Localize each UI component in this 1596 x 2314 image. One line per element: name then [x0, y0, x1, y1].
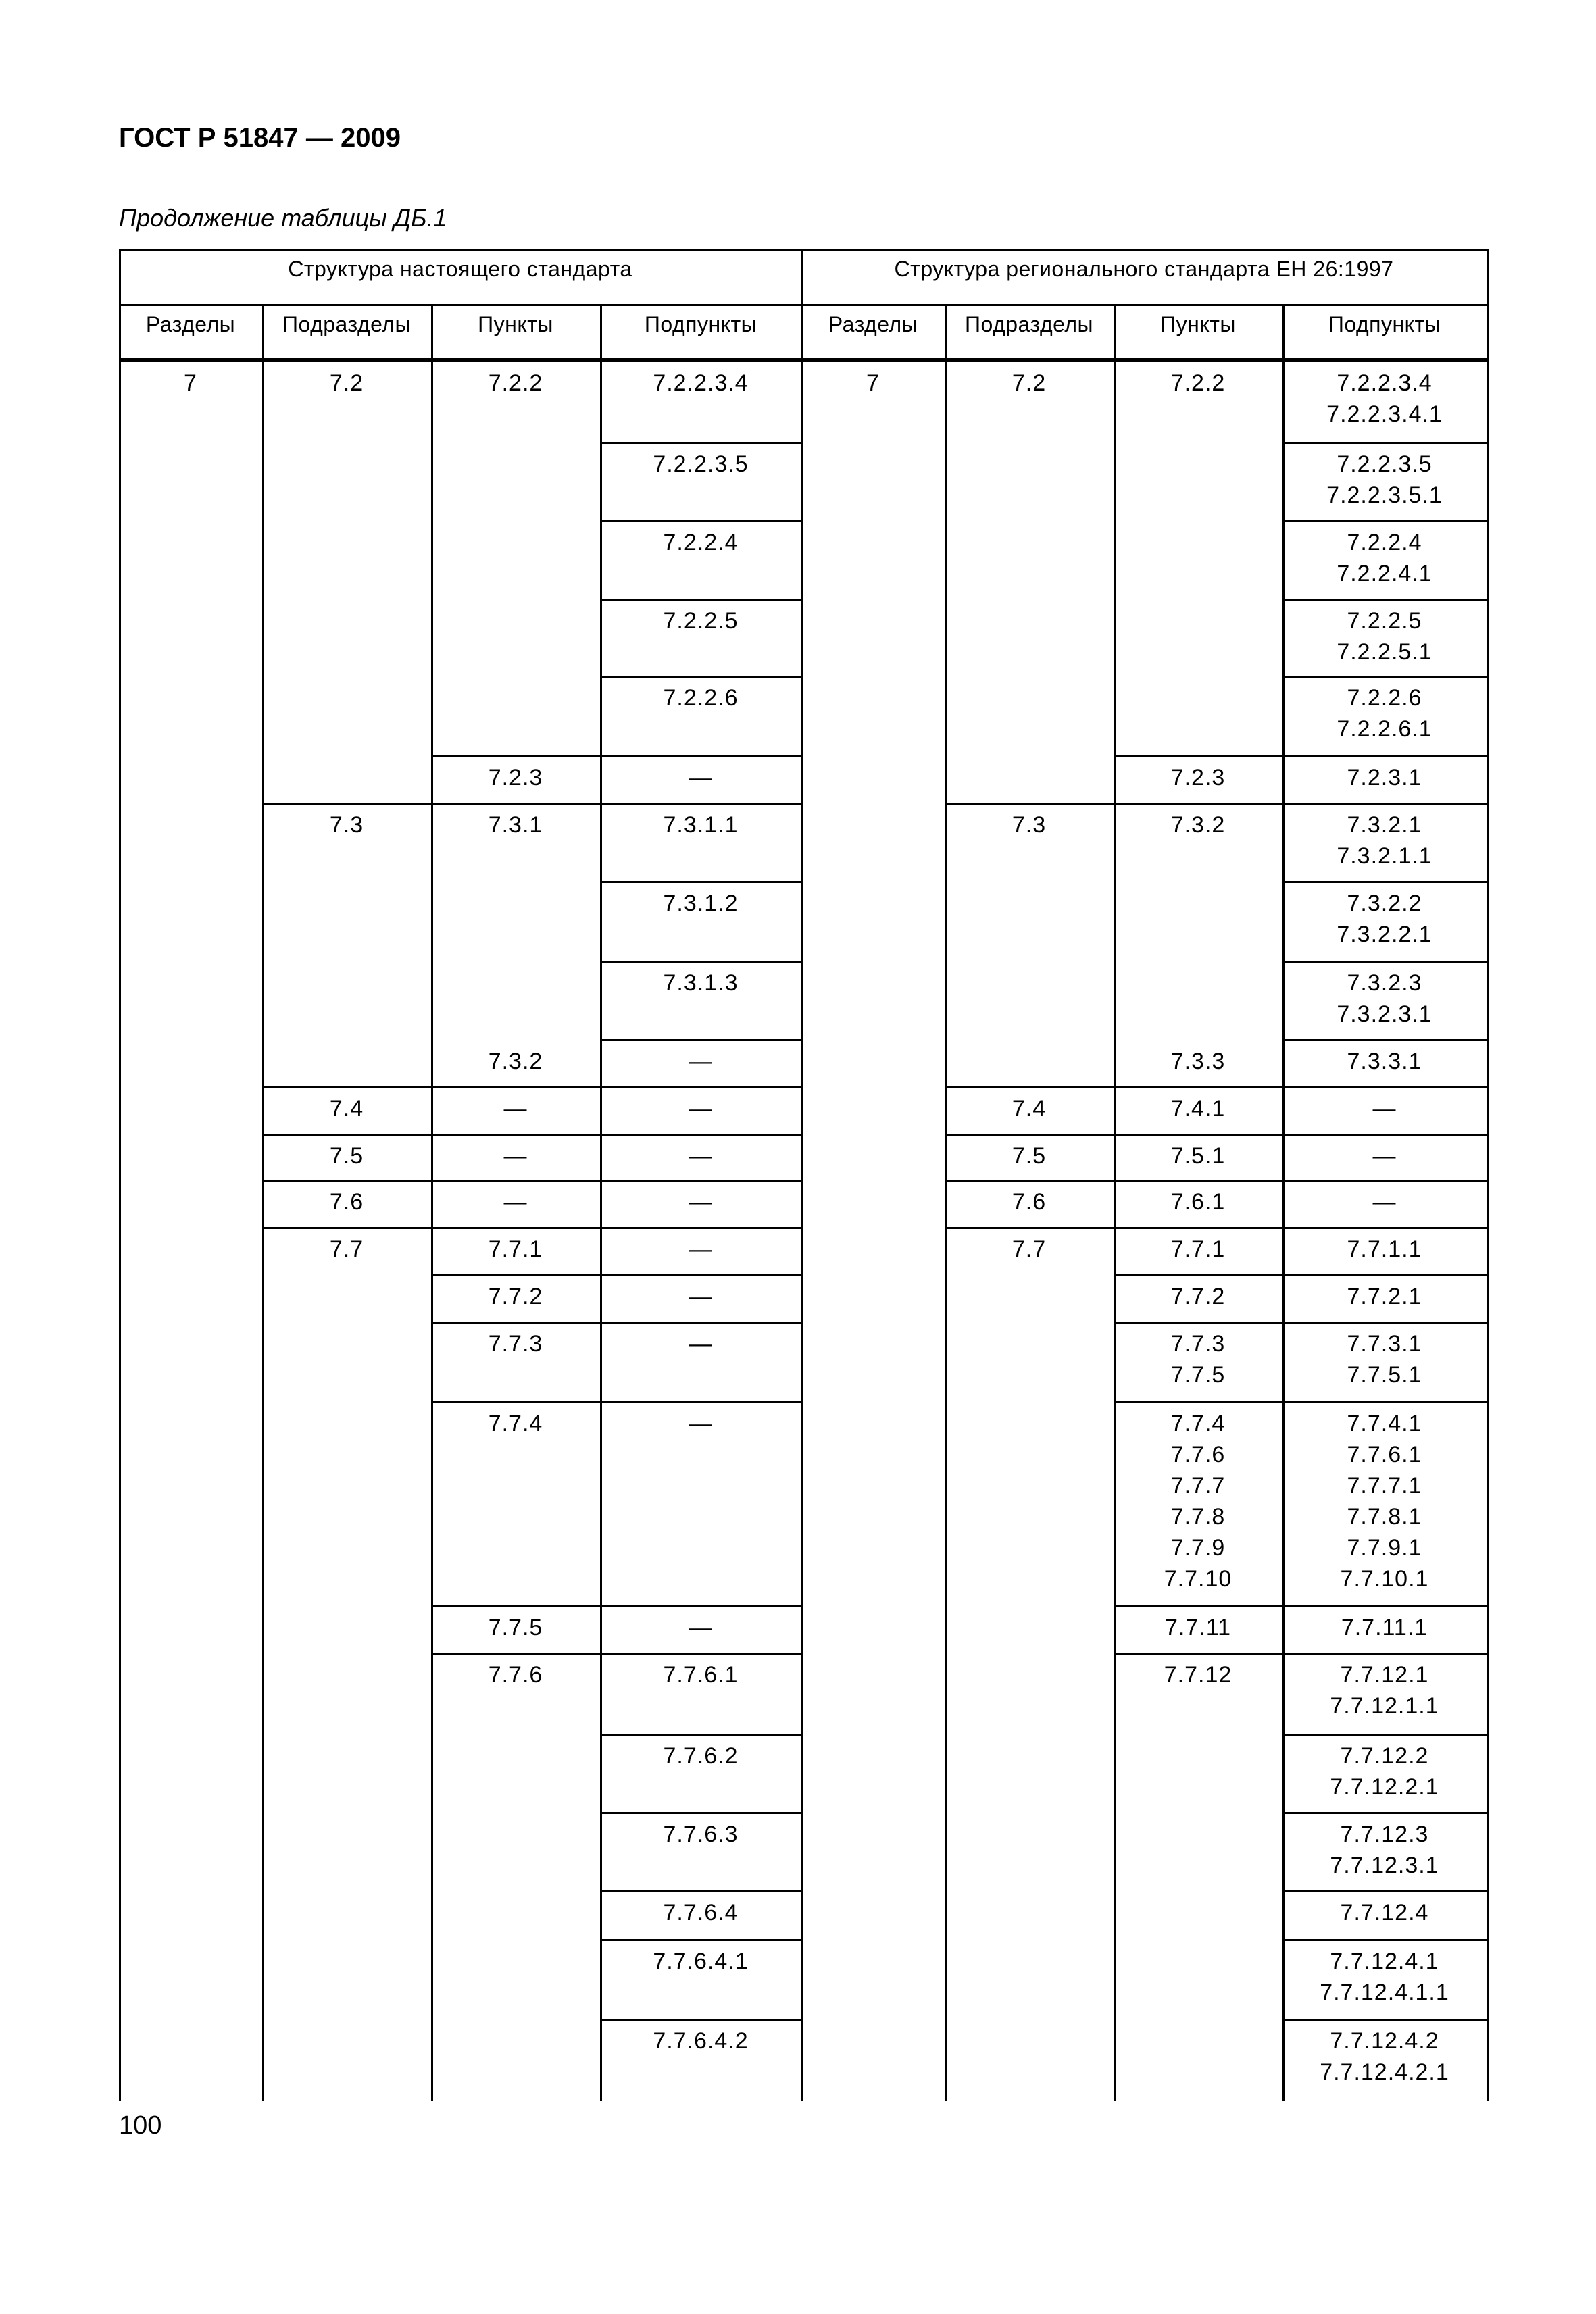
subpoint-cell: 7.2.2.4 7.2.2.4.1 — [1337, 530, 1432, 586]
row-divider — [600, 1274, 803, 1276]
subpoint-cell: — — [689, 1615, 713, 1640]
point-cell: 7.7.3 7.7.5 — [1170, 1331, 1226, 1388]
group-header-left: Структура настоящего стандарта — [288, 257, 632, 281]
row-divider — [600, 803, 803, 805]
column-header: Подпункты — [1328, 312, 1441, 336]
correspondence-table — [119, 249, 1487, 2101]
subpoint-cell: 7.7.12.2 7.7.12.2.1 — [1330, 1743, 1439, 1800]
subpoint-cell: — — [689, 1284, 713, 1309]
row-divider — [600, 442, 803, 444]
point-cell: 7.6.1 — [1170, 1189, 1226, 1215]
row-divider — [431, 1322, 602, 1324]
point-cell: 7.3.3 — [1170, 1049, 1226, 1074]
row-divider — [600, 1653, 803, 1655]
row-divider — [945, 1227, 1116, 1229]
subpoint-cell: 7.7.3.1 7.7.5.1 — [1347, 1331, 1422, 1388]
row-divider — [1282, 755, 1489, 757]
point-cell: 7.7.5 — [488, 1615, 543, 1640]
subpoint-cell: — — [689, 1189, 713, 1215]
subpoint-cell: 7.3.1.3 — [663, 970, 739, 996]
row-divider — [600, 2019, 803, 2021]
row-divider — [1282, 676, 1489, 678]
subsection-cell: 7.2 — [329, 370, 364, 396]
row-divider — [262, 803, 433, 805]
subpoint-cell: — — [689, 1236, 713, 1262]
row-divider — [600, 520, 803, 522]
row-divider — [600, 1401, 803, 1403]
subpoint-cell: — — [689, 1331, 713, 1357]
subpoint-cell: 7.7.11.1 — [1341, 1615, 1428, 1640]
subpoint-cell: — — [1372, 1143, 1397, 1169]
subpoint-cell: 7.2.2.3.5 7.2.2.3.5.1 — [1326, 451, 1443, 508]
row-divider — [600, 1939, 803, 1941]
row-divider — [1282, 599, 1489, 601]
row-divider — [600, 881, 803, 883]
point-cell: — — [503, 1143, 528, 1169]
subsection-cell: 7.5 — [329, 1143, 364, 1169]
row-divider — [1282, 1401, 1489, 1403]
point-cell: 7.7.4 — [488, 1411, 543, 1436]
row-divider — [1282, 520, 1489, 522]
row-divider — [1282, 1890, 1489, 1892]
row-divider — [945, 1134, 1116, 1136]
subpoint-cell: 7.2.2.3.5 — [653, 451, 749, 477]
section-cell: 7 — [184, 370, 197, 396]
row-divider — [1282, 1086, 1489, 1088]
subpoint-cell: 7.7.1.1 — [1347, 1236, 1422, 1262]
subpoint-cell: 7.7.12.4.2 7.7.12.4.2.1 — [1320, 2028, 1449, 2085]
point-cell: 7.7.2 — [1170, 1284, 1226, 1309]
row-divider — [945, 1086, 1116, 1088]
subpoint-cell: — — [1372, 1189, 1397, 1215]
subsection-cell: 7.2 — [1012, 370, 1047, 396]
point-cell: 7.3.2 — [1170, 812, 1226, 838]
subpoint-cell: 7.7.6.3 — [663, 1821, 739, 1847]
row-divider — [431, 1653, 602, 1655]
subpoint-cell: 7.3.2.1 7.3.2.1.1 — [1337, 812, 1432, 869]
row-divider — [1114, 1227, 1285, 1229]
row-divider — [431, 755, 602, 757]
row-divider — [600, 1039, 803, 1041]
subpoint-cell: — — [689, 1049, 713, 1074]
row-divider — [1282, 1734, 1489, 1736]
row-divider — [1282, 1812, 1489, 1814]
column-header: Разделы — [145, 312, 236, 336]
subpoint-cell: 7.7.6.4.2 — [653, 2028, 749, 2054]
row-divider — [600, 1734, 803, 1736]
row-divider — [600, 1605, 803, 1607]
row-divider — [945, 803, 1116, 805]
row-divider — [600, 1180, 803, 1182]
row-divider — [600, 755, 803, 757]
table-caption: Продолжение таблицы ДБ.1 — [119, 204, 447, 232]
subpoint-cell: 7.2.2.4 — [663, 530, 739, 555]
row-divider — [1282, 1939, 1489, 1941]
row-divider — [431, 1605, 602, 1607]
column-header: Подпункты — [644, 312, 757, 336]
row-divider — [1114, 803, 1285, 805]
point-cell: 7.2.3 — [1170, 765, 1226, 790]
row-divider — [262, 1086, 433, 1088]
subpoint-cell: — — [689, 1143, 713, 1169]
point-cell: 7.7.11 — [1164, 1615, 1231, 1640]
row-divider — [262, 1134, 433, 1136]
point-cell: 7.2.2 — [488, 370, 543, 396]
point-cell: 7.7.3 — [488, 1331, 543, 1357]
subpoint-cell: 7.7.6.1 — [663, 1662, 739, 1688]
row-divider — [1114, 1134, 1285, 1136]
row-divider — [1282, 803, 1489, 805]
document-header: ГОСТ Р 51847 — 2009 — [119, 123, 401, 153]
row-divider — [600, 1134, 803, 1136]
subpoint-cell: 7.2.2.3.4 7.2.2.3.4.1 — [1326, 370, 1443, 427]
row-divider — [600, 1086, 803, 1088]
subsection-cell: 7.5 — [1012, 1143, 1047, 1169]
subsection-cell: 7.6 — [1012, 1189, 1047, 1215]
row-divider — [600, 961, 803, 963]
subpoint-cell: 7.2.2.3.4 — [653, 370, 749, 396]
row-divider — [431, 1274, 602, 1276]
subpoint-cell: 7.3.1.1 — [663, 812, 739, 838]
point-cell: 7.2.3 — [488, 765, 543, 790]
subpoint-cell: 7.7.6.2 — [663, 1743, 739, 1769]
subsection-cell: 7.7 — [1012, 1236, 1047, 1262]
column-header: Подразделы — [964, 312, 1094, 336]
page-number: 100 — [119, 2111, 162, 2140]
row-divider — [600, 1227, 803, 1229]
row-divider — [600, 1890, 803, 1892]
column-header: Подразделы — [282, 312, 412, 336]
subpoint-cell: 7.2.2.5 7.2.2.5.1 — [1337, 608, 1432, 665]
point-cell: 7.3.1 — [488, 812, 543, 838]
subpoint-cell: — — [689, 1411, 713, 1436]
row-divider — [1282, 1605, 1489, 1607]
row-divider — [600, 676, 803, 678]
point-cell: 7.7.1 — [488, 1236, 543, 1262]
row-divider — [600, 1322, 803, 1324]
group-header-right: Структура регионального стандарта ЕН 26:1997 — [894, 257, 1394, 281]
row-divider — [1114, 1653, 1285, 1655]
point-cell: 7.3.2 — [488, 1049, 543, 1074]
column-divider — [119, 249, 121, 2101]
point-cell: — — [503, 1096, 528, 1122]
section-cell: 7 — [866, 370, 880, 396]
row-divider — [1114, 1274, 1285, 1276]
point-cell: 7.7.12 — [1164, 1662, 1232, 1688]
row-divider — [600, 599, 803, 601]
subsection-cell: 7.3 — [1012, 812, 1047, 838]
row-divider — [1282, 442, 1489, 444]
subsection-cell: 7.4 — [1012, 1096, 1047, 1122]
subpoint-cell: 7.7.12.3 7.7.12.3.1 — [1330, 1821, 1439, 1878]
subpoint-cell: — — [689, 765, 713, 790]
row-divider — [945, 1180, 1116, 1182]
row-divider — [600, 1812, 803, 1814]
row-divider — [1282, 1180, 1489, 1182]
subpoint-cell: 7.2.2.6 7.2.2.6.1 — [1337, 685, 1432, 742]
row-divider — [1282, 1653, 1489, 1655]
column-header: Пункты — [1160, 312, 1236, 336]
row-divider — [1282, 1227, 1489, 1229]
point-cell: 7.5.1 — [1170, 1143, 1226, 1169]
subpoint-cell: 7.7.2.1 — [1347, 1284, 1422, 1309]
point-cell: 7.2.2 — [1170, 370, 1226, 396]
row-divider — [262, 1227, 433, 1229]
subpoint-cell: — — [1372, 1096, 1397, 1122]
column-header: Пункты — [478, 312, 553, 336]
row-divider — [1282, 1134, 1489, 1136]
subpoint-cell: 7.3.2.3 7.3.2.3.1 — [1337, 970, 1432, 1027]
table-border-top — [119, 249, 1489, 251]
subpoint-cell: 7.7.12.4.1 7.7.12.4.1.1 — [1320, 1948, 1449, 2005]
point-cell: — — [503, 1189, 528, 1215]
row-divider — [431, 803, 602, 805]
row-divider — [431, 1086, 602, 1088]
subpoint-cell: — — [689, 1096, 713, 1122]
row-divider — [1114, 1180, 1285, 1182]
row-divider — [431, 1401, 602, 1403]
point-cell: 7.7.1 — [1170, 1236, 1226, 1262]
row-divider — [1282, 2019, 1489, 2021]
column-header: Разделы — [828, 312, 918, 336]
column-divider — [1487, 249, 1489, 2101]
subpoint-cell: 7.3.2.2 7.3.2.2.1 — [1337, 890, 1432, 947]
row-divider — [1114, 1322, 1285, 1324]
subpoint-cell: 7.7.4.1 7.7.6.1 7.7.7.1 7.7.8.1 7.7.9.1 7.7.10.1 — [1340, 1411, 1429, 1592]
column-divider — [801, 249, 803, 2101]
row-divider — [1114, 1401, 1285, 1403]
subpoint-cell: 7.7.6.4 — [663, 1900, 739, 1926]
subpoint-cell: 7.3.3.1 — [1347, 1049, 1422, 1074]
subpoint-cell: 7.2.2.6 — [663, 685, 739, 711]
subsection-cell: 7.3 — [329, 812, 364, 838]
subsection-cell: 7.7 — [329, 1236, 364, 1262]
subpoint-cell: 7.7.12.4 — [1340, 1900, 1429, 1926]
point-cell: 7.7.2 — [488, 1284, 543, 1309]
row-divider — [431, 1227, 602, 1229]
point-cell: 7.7.4 7.7.6 7.7.7 7.7.8 7.7.9 7.7.10 — [1164, 1411, 1232, 1592]
subpoint-cell: 7.7.6.4.1 — [653, 1948, 749, 1974]
subpoint-cell: 7.2.3.1 — [1347, 765, 1422, 790]
subsection-cell: 7.6 — [329, 1189, 364, 1215]
point-cell: 7.4.1 — [1170, 1096, 1226, 1122]
row-divider — [1282, 1274, 1489, 1276]
row-divider — [1282, 1322, 1489, 1324]
row-divider — [1114, 1086, 1285, 1088]
row-divider — [262, 1180, 433, 1182]
row-divider — [1114, 755, 1285, 757]
row-divider — [1282, 881, 1489, 883]
subpoint-cell: 7.3.1.2 — [663, 890, 739, 916]
subpoint-cell: 7.2.2.5 — [663, 608, 739, 634]
row-divider — [1282, 1039, 1489, 1041]
subsection-cell: 7.4 — [329, 1096, 364, 1122]
row-divider — [1282, 961, 1489, 963]
row-divider — [1114, 1605, 1285, 1607]
subpoint-cell: 7.7.12.1 7.7.12.1.1 — [1330, 1662, 1439, 1719]
row-divider — [431, 1134, 602, 1136]
point-cell: 7.7.6 — [488, 1662, 543, 1688]
row-divider — [431, 1180, 602, 1182]
